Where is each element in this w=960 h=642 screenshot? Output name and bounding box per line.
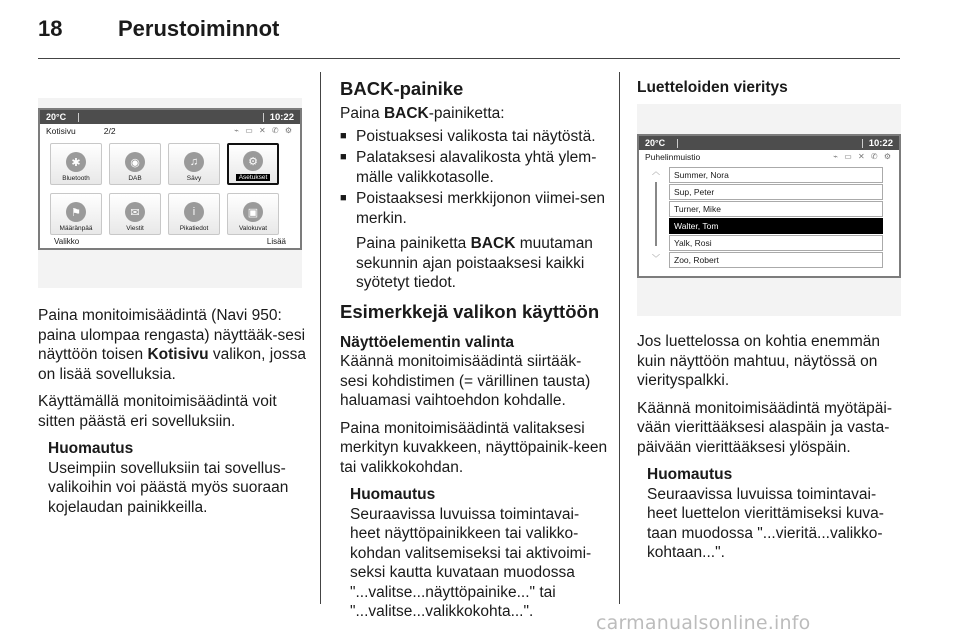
status-icons: ⌁ ▭ ✕ ✆ ⚙ [234,126,294,135]
app-tiles [40,137,300,235]
paragraph: Käännä monitoimisäädintä myötäpäi-vään vierittääksesi alaspäin ja vasta-päivään vierittääksesi ylöspäin. [637,399,893,456]
column-divider-1 [320,72,321,604]
heading-back-button: BACK-painike [340,78,464,99]
list-item: ■ Palataksesi alavalikosta yhtä ylem-mälle valikkotasolle. [340,148,608,187]
column-3-heading [637,78,901,98]
app-tile-label: Määränpää [59,225,93,232]
status-separator [677,139,678,148]
bold-term: BACK [470,235,516,252]
contact-list [669,167,883,269]
screen-header [639,150,899,163]
list-item[interactable]: Sup, Peter [669,184,883,200]
note [647,465,905,563]
status-bar [40,110,300,124]
note-text: Seuraavissa luvuissa toimintavai-heet luettelon vierittämiseksi kuva-taan muodossa "...vieritä...valikko-kohtaan...". [647,485,884,561]
messages-icon: ✉ [125,202,145,222]
settings-icon: ⚙ [243,151,263,171]
figure-home-screen [38,98,302,288]
paragraph: Käyttämällä monitoimisäädintä voit sitten päästä eri sovelluksiin. [38,393,277,430]
list-item: ■ Poistuaksesi valikosta tai näytöstä. [340,127,608,147]
text: valikon, jossa on lisää sovelluksia. [38,346,306,383]
subheading-selection: Näyttöelementin valinta [340,333,514,351]
list-item[interactable]: Turner, Mike [669,201,883,217]
note-text: Useimpiin sovelluksiin tai sovellus-valikoihin voi päästä myös suoraan kojelaudan painikkeilla. [48,459,289,516]
list-item[interactable]: Walter, Tom [669,218,883,234]
note-text: Seuraavissa luvuissa toimintavai-heet näyttöpainikkeen tai valikko-kohdan valitsemiseksi tai aktivoimi-seksi kautta kuvataan muodossa "...valitse...näyttöpainike..." tai "...valitse...valikkokohta...". [350,505,592,620]
app-tile[interactable] [50,193,102,235]
info-icon: i [184,202,204,222]
note [350,485,608,622]
heading-list-scrolling: Luetteloiden vieritys [637,79,788,96]
scrollbar[interactable] [651,167,661,263]
text: -painiketta: [428,105,505,122]
status-icons: ⌁ ▭ ✕ ✆ ⚙ [833,152,893,161]
photos-icon: ▣ [243,202,263,222]
screen-label: Kotisivu [46,125,76,136]
phonebook-screen [637,134,901,278]
app-tile-label: DAB [128,175,142,182]
app-tile[interactable] [227,193,279,235]
note-title: Huomautus [48,440,134,457]
sub-paragraph [340,234,608,293]
app-tile-label: Viestit [126,225,144,232]
menu-button[interactable]: Valikko [54,236,80,246]
list-item: ■ Poistaaksesi merkkijonon viimei-sen merkin. [340,189,608,228]
status-bar [639,136,899,150]
more-button[interactable]: Lisää [266,236,286,246]
app-tile-label: Bluetooth [62,175,90,182]
app-tile[interactable] [109,193,161,235]
note-title: Huomautus [647,466,733,483]
status-separator [862,139,863,148]
screen-footer [40,234,300,248]
screen-label: Puhelinmuistio [645,151,701,162]
app-tile[interactable] [168,193,220,235]
scroll-track[interactable] [655,182,657,246]
home-screen [38,108,302,250]
page-number: 18 [38,16,63,41]
column-2-text [340,78,608,622]
paragraph: Paina monitoimisäädintä valitaksesi merkityn kuvakkeen, näyttöpainik-keen tai valikkokohdan. [340,419,608,476]
text: muutaman sekunnin ajan poistaaksesi kaikki syötetyt tiedot. [356,235,593,291]
screen-header [40,124,300,137]
temperature: 20°C [645,138,666,148]
clock: 10:22 [269,111,294,123]
header-rule [38,58,900,59]
app-tile[interactable] [168,143,220,185]
watermark: carmanualsonline.info [596,612,811,634]
tone-icon: ♫ [184,152,204,172]
status-separator [78,113,79,122]
destination-icon: ⚑ [66,202,86,222]
dab-icon: ◉ [125,152,145,172]
app-tile[interactable] [50,143,102,185]
bold-term: Kotisivu [147,346,209,363]
list-item[interactable]: Yalk, Rosi [669,235,883,251]
clock: 10:22 [868,137,893,149]
column-3-text [637,332,905,563]
temperature: 20°C [46,112,67,122]
list-item[interactable]: Summer, Nora [669,167,883,183]
app-tile-label: Asetukset [236,174,271,181]
text: Paina [340,105,384,122]
app-tile-label: Valokuvat [238,225,268,232]
scroll-up-icon[interactable]: ︿ [652,167,660,176]
paragraph [38,306,306,384]
list-item[interactable]: Zoo, Robert [669,252,883,268]
column-divider-2 [619,72,620,604]
paragraph [340,104,608,124]
bold-term: BACK [383,105,429,122]
page-title: Perustoiminnot [118,16,280,41]
app-tile-label: Pikatiedot [179,225,209,232]
note [48,439,306,517]
scroll-down-icon[interactable]: ﹀ [652,254,660,263]
text: Paina monitoimisäädintä (Navi 950: paina ulompaa rengasta) näyttääk-sesi näyttöön toisen [38,307,306,363]
app-tile[interactable] [109,143,161,185]
paragraph: Käännä monitoimisäädintä siirtääk-sesi kohdistimen (= värillinen tausta) haluamasi vaihtoehdon kohdalle. [340,353,591,409]
app-tile-label: Sävy [186,175,202,182]
text: Paina painiketta [356,235,471,252]
heading-menu-examples: Esimerkkejä valikon käyttöön [340,300,600,322]
figure-phonebook [637,104,901,316]
column-1-text [38,306,306,517]
paragraph: Jos luettelossa on kohtia enemmän kuin näyttöön mahtuu, näytössä on vierityspalkki. [637,333,880,389]
app-tile[interactable] [227,143,279,185]
bluetooth-icon: ✱ [66,152,86,172]
bullet-list [340,127,608,229]
note-title: Huomautus [350,486,436,503]
page-indicator: 2/2 [103,125,116,136]
status-separator [263,113,264,122]
